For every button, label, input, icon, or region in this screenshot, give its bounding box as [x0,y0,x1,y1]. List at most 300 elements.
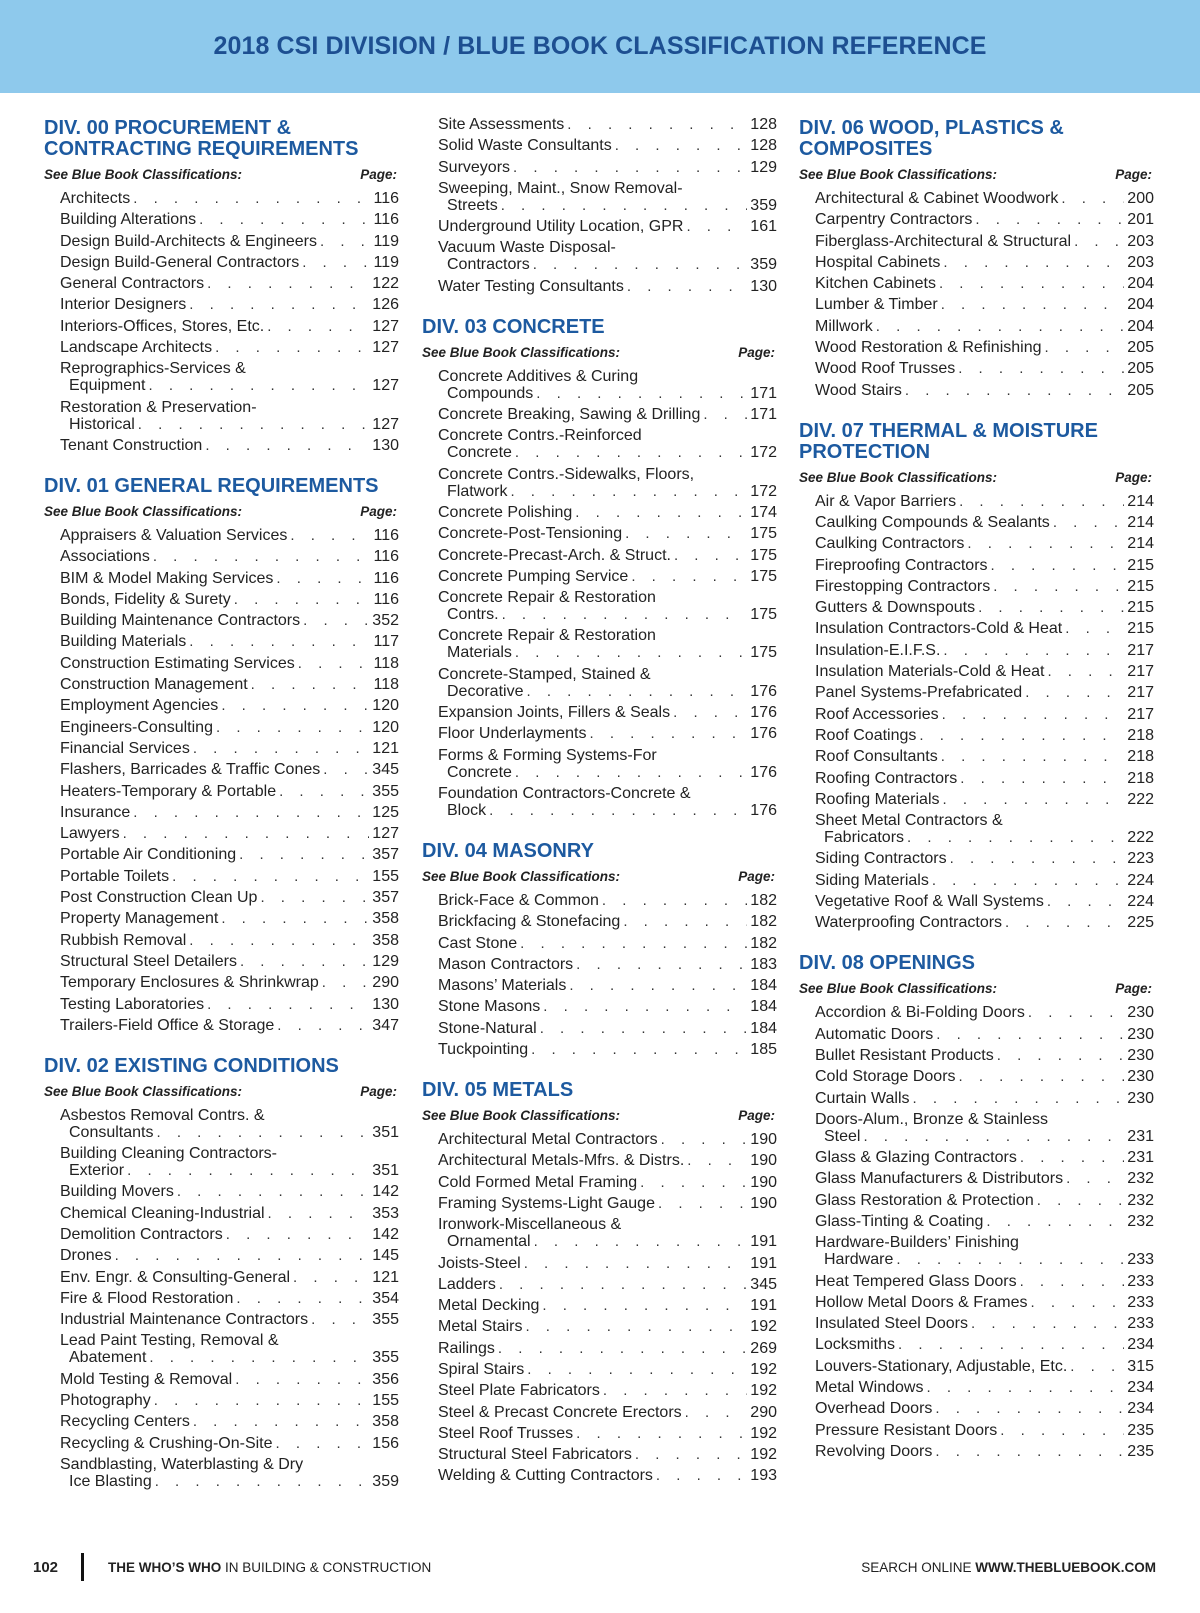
classification-entry[interactable] [815,914,1154,931]
entry-name-line: Demolition Contractors [60,1225,223,1243]
classification-entry[interactable] [815,557,1154,574]
classification-entry[interactable] [60,1226,399,1243]
classification-list [44,527,399,1034]
classification-entry[interactable] [60,527,399,544]
classification-entry[interactable] [60,275,399,292]
entry-page-number: 184 [750,998,777,1016]
classification-entry[interactable] [815,620,1154,637]
leader-dots [674,547,747,564]
classification-entry[interactable] [815,872,1154,889]
entry-name-line: Fire & Flood Restoration [60,1289,234,1307]
classification-entry[interactable] [60,910,399,927]
classification-entry[interactable] [438,998,777,1015]
classification-entry[interactable] [438,1425,777,1442]
classification-entry[interactable] [815,1234,1154,1268]
classification-entry[interactable] [60,318,399,335]
entry-leader-line [60,339,399,356]
entry-leader-line [815,1315,1154,1332]
classification-entry[interactable] [60,190,399,207]
entry-name-line: Portable Toilets [60,867,170,885]
classification-entry[interactable] [815,275,1154,292]
entry-name-line: Brick-Face & Common [438,891,599,909]
leader-dots [149,1349,369,1366]
classification-entry[interactable] [60,846,399,863]
division-title [422,1080,777,1101]
classification-entry[interactable] [60,1435,399,1452]
classifications-label: See Blue Book Classifications: [422,868,621,884]
entry-page-number: 122 [372,275,399,293]
leader-dots [919,727,1124,744]
entry-leader-line [815,1026,1154,1043]
entry-leader-line [60,1162,399,1179]
leader-dots [221,910,369,927]
classification-entry[interactable] [815,642,1154,659]
entry-page-number: 222 [1127,790,1154,808]
classification-entry[interactable] [815,1213,1154,1230]
entry-name-line: Metal Windows [815,1379,924,1397]
leader-dots [1074,233,1124,250]
classification-entry[interactable] [60,1205,399,1222]
classification-entry[interactable] [60,570,399,587]
classification-entry[interactable] [815,382,1154,399]
entry-page-number: 176 [750,682,777,700]
classification-entry[interactable] [438,977,777,994]
classification-entry[interactable] [815,1422,1154,1439]
entry-name-line: Construction Management [60,676,248,694]
classification-entry[interactable] [60,719,399,736]
entry-page-number: 116 [373,211,399,229]
classification-entry[interactable] [815,684,1154,701]
entry-leader-line [60,254,399,271]
classification-entry[interactable] [60,612,399,629]
leader-dots [298,655,371,672]
entry-page-number: 201 [1127,211,1154,229]
page-label: Page: [1115,167,1152,182]
leader-dots [687,1152,747,1169]
entry-leader-line [438,977,777,994]
website-link[interactable]: WWW.THEBLUEBOOK.COM [975,1560,1156,1575]
entry-page-number: 191 [750,1233,777,1251]
entry-page-number: 161 [750,218,777,236]
classification-entry[interactable] [815,1273,1154,1290]
classification-entry[interactable] [815,1068,1154,1085]
classification-entry[interactable] [438,1255,777,1272]
leader-dots [155,1473,370,1490]
classification-entry[interactable] [815,1358,1154,1375]
leader-dots [133,804,369,821]
leader-dots [1047,663,1124,680]
leader-dots [907,829,1124,846]
classification-entry[interactable] [438,589,777,623]
entry-leader-line [438,483,777,500]
classification-entry[interactable] [438,1467,777,1484]
entry-name-line: Reprographics-Services & [60,360,246,378]
column-2 [422,116,777,1506]
leader-dots [221,697,369,714]
entry-page-number: 130 [750,277,777,295]
leader-dots [1061,190,1124,207]
leader-dots [515,444,747,461]
classification-entry[interactable] [60,825,399,842]
leader-dots [276,570,370,587]
entry-leader-line [815,850,1154,867]
classification-entry[interactable] [815,1379,1154,1396]
classification-entry[interactable] [815,791,1154,808]
entry-name-line: Flashers, Barricades & Traffic Cones [60,761,321,779]
classification-entry[interactable] [438,666,777,700]
entry-name-line: Fiberglass-Architectural & Structural [815,232,1072,250]
entry-page-number: 205 [1127,360,1154,378]
classification-entry[interactable] [438,956,777,973]
classification-entry[interactable] [60,633,399,650]
classification-entry[interactable] [815,1026,1154,1043]
entry-name-line: Overhead Doors [815,1400,933,1418]
classification-entry[interactable] [815,727,1154,744]
classification-entry[interactable] [815,770,1154,787]
leader-dots [625,525,747,542]
division-section [44,118,399,454]
classification-entry[interactable] [438,1174,777,1191]
classification-entry[interactable] [60,1311,399,1328]
entry-page-number: 175 [750,546,777,564]
entry-name-line: Louvers-Stationary, Adjustable, Etc. [815,1357,1068,1375]
classification-entry[interactable] [815,254,1154,271]
classification-entry[interactable] [438,180,777,214]
entry-leader-line [60,190,399,207]
page-footer [0,1553,1200,1583]
entry-page-number: 176 [750,704,777,722]
classification-entry[interactable] [815,663,1154,680]
classification-entry[interactable] [438,466,777,500]
entry-leader-line [815,1170,1154,1187]
classification-entry[interactable] [438,1361,777,1378]
classification-entry[interactable] [60,783,399,800]
classification-entry[interactable] [438,1276,777,1293]
entry-leader-line [438,116,777,133]
entry-page-number: 175 [750,606,777,624]
classification-entry[interactable] [438,427,777,461]
entry-page-number: 358 [372,931,399,949]
classification-entry[interactable] [60,296,399,313]
division-title [422,841,777,862]
classification-entry[interactable] [815,190,1154,207]
leader-dots [199,211,370,228]
entry-page-number: 129 [372,952,399,970]
classification-entry[interactable] [60,804,399,821]
classification-entry[interactable] [815,1336,1154,1353]
entry-name-line: Caulking Compounds & Sealants [815,513,1050,531]
entry-leader-line [438,725,777,742]
entry-leader-line [438,137,777,154]
leader-dots [932,872,1124,889]
entry-name-line: Steel Plate Fabricators [438,1382,600,1400]
entry-name-line: Hardware-Builders’ Finishing [815,1234,1019,1252]
classification-entry[interactable] [60,1392,399,1409]
classification-entry[interactable] [815,1294,1154,1311]
entry-name-line: Expansion Joints, Fillers & Seals [438,704,671,722]
entry-page-number: 175 [750,567,777,585]
classification-entry[interactable] [815,233,1154,250]
entry-leader-line [438,568,777,585]
classification-entry[interactable] [438,935,777,952]
classification-entry[interactable] [60,437,399,454]
leader-dots [686,218,747,235]
classification-entry[interactable] [60,233,399,250]
classifications-label: See Blue Book Classifications: [44,1083,243,1099]
classification-entry[interactable] [60,1183,399,1200]
classification-entry[interactable] [60,655,399,672]
entry-page-number: 200 [1127,190,1154,207]
classification-entry[interactable] [438,1152,777,1169]
classification-entry[interactable] [60,1332,399,1366]
entry-page-number: 230 [1127,1025,1154,1043]
entry-page-number: 218 [1127,769,1154,787]
classification-entry[interactable] [815,360,1154,377]
entry-page-number: 351 [372,1123,399,1141]
classification-entry[interactable] [60,548,399,565]
leader-dots [1066,1170,1124,1187]
entry-page-number: 130 [372,436,399,454]
classification-entry[interactable] [60,1247,399,1264]
entry-name-line: Glass Restoration & Protection [815,1191,1034,1209]
classification-entry[interactable] [60,740,399,757]
entry-leader-line [438,1276,777,1293]
entry-name-line: Building Alterations [60,211,197,229]
classification-entry[interactable] [815,535,1154,552]
classification-entry[interactable] [60,953,399,970]
classification-entry[interactable] [60,676,399,693]
classification-entry[interactable] [60,360,399,394]
classification-entry[interactable] [815,599,1154,616]
classification-entry[interactable] [815,1400,1154,1417]
entry-name-line: Joists-Steel [438,1254,521,1272]
classification-entry[interactable] [815,1149,1154,1166]
division-title-line: CONTRACTING REQUIREMENTS [44,138,359,160]
page-label: Page: [1115,469,1152,485]
leader-dots [268,1205,370,1222]
classification-entry[interactable] [438,1404,777,1421]
classification-entry[interactable] [815,211,1154,228]
classification-entry[interactable] [60,1017,399,1034]
entry-leader-line [438,1340,777,1357]
entry-leader-line [438,1152,777,1169]
leader-dots [240,953,369,970]
classification-entry[interactable] [438,1340,777,1357]
classification-entry[interactable] [815,1192,1154,1209]
entry-leader-line [438,764,777,781]
entry-leader-line [815,748,1154,765]
entry-leader-line [438,406,777,423]
classification-entry[interactable] [438,1446,777,1463]
classification-list [44,1107,399,1490]
classifications-label: See Blue Book Classifications: [44,167,243,182]
leader-dots [971,1315,1124,1332]
entry-leader-line [815,1251,1154,1268]
entry-name-line: Concrete Pumping Service [438,567,629,585]
division-title-line: DIV. 05 METALS [422,1079,574,1102]
leader-dots [177,1183,369,1200]
classification-entry[interactable] [815,339,1154,356]
entry-leader-line [60,233,399,250]
classification-entry[interactable] [815,578,1154,595]
classification-entry[interactable] [438,913,777,930]
entry-name-line: Ironwork-Miscellaneous & [438,1216,622,1234]
classification-entry[interactable] [438,568,777,585]
entry-page-number: 127 [372,415,399,433]
leader-dots [502,606,748,623]
classification-entry[interactable] [815,748,1154,765]
entry-name-line: Stone-Natural [438,1019,537,1037]
classification-entry[interactable] [815,318,1154,335]
classification-entry[interactable] [815,1090,1154,1107]
leader-dots [189,633,370,650]
classification-entry[interactable] [815,812,1154,846]
classification-entry[interactable] [815,514,1154,531]
classification-entry[interactable] [60,1107,399,1141]
classification-entry[interactable] [815,893,1154,910]
entry-page-number: 204 [1127,275,1154,293]
classification-entry[interactable] [60,868,399,885]
entry-leader-line [60,740,399,757]
entry-leader-line [438,606,777,623]
entry-leader-line [438,956,777,973]
classification-entry[interactable] [60,1145,399,1179]
entry-page-number: 192 [750,1446,777,1464]
classification-entry[interactable] [60,889,399,906]
classification-entry[interactable] [438,785,777,819]
leader-dots [1065,620,1124,637]
entry-name-line: Insulated Steel Doors [815,1315,968,1333]
entry-leader-line [438,444,777,461]
classification-entry[interactable] [815,1443,1154,1460]
entry-name-line: Compounds [447,384,534,402]
classification-entry[interactable] [815,850,1154,867]
classification-entry[interactable] [60,697,399,714]
classification-entry[interactable] [438,547,777,564]
entry-name-line: Exterior [69,1162,125,1180]
classification-entry[interactable] [438,525,777,542]
classification-entry[interactable] [60,1456,399,1490]
leader-dots [303,612,369,629]
classification-entry[interactable] [60,399,399,433]
classification-entry[interactable] [438,704,777,721]
classification-entry[interactable] [60,761,399,778]
entry-leader-line [438,913,777,930]
entry-leader-line [815,1068,1154,1085]
entry-name-line: Mold Testing & Removal [60,1370,233,1388]
header-banner [0,0,1200,93]
classification-entry[interactable] [815,1047,1154,1064]
classification-entry[interactable] [438,278,777,295]
entry-leader-line [60,804,399,821]
classification-entry[interactable] [438,1318,777,1335]
entry-name-line: Siding Contractors [815,850,947,868]
classification-entry[interactable] [438,892,777,909]
entry-name-line: Materials [447,644,512,662]
classification-entry[interactable] [815,493,1154,510]
classification-entry[interactable] [438,1382,777,1399]
classification-entry[interactable] [60,211,399,228]
classification-entry[interactable] [60,996,399,1013]
leader-dots [975,211,1124,228]
entry-name-line: Concrete Repair & Restoration [438,589,656,607]
division-title [799,421,1154,463]
entry-name-line: Pressure Resistant Doors [815,1421,998,1439]
classification-entry[interactable] [60,254,399,271]
entry-page-number: 215 [1127,577,1154,595]
classification-entry[interactable] [438,159,777,176]
classification-entry[interactable] [60,1269,399,1286]
leader-dots [978,599,1124,616]
leader-dots [277,1017,369,1034]
entry-name-line: Concrete Breaking, Sawing & Drilling [438,406,701,424]
classification-entry[interactable] [438,116,777,133]
classification-entry[interactable] [438,504,777,521]
classification-entry[interactable] [438,239,777,273]
classification-entry[interactable] [438,725,777,742]
entry-leader-line [815,1400,1154,1417]
leader-dots [603,1382,747,1399]
entry-name-line: Roof Consultants [815,748,938,766]
classification-entry[interactable] [438,137,777,154]
leader-dots [569,977,747,994]
classification-entry[interactable] [438,368,777,402]
classification-entry[interactable] [815,1111,1154,1145]
leader-dots [320,233,370,250]
classification-header [799,469,1154,487]
classification-entry[interactable] [438,627,777,661]
entry-name-line: Railings [438,1339,495,1357]
classification-entry[interactable] [60,591,399,608]
classification-entry[interactable] [438,1195,777,1212]
classification-entry[interactable] [438,218,777,235]
classification-entry[interactable] [815,296,1154,313]
leader-dots [635,1446,747,1463]
entry-page-number: 174 [750,503,777,521]
classification-entry[interactable] [815,1315,1154,1332]
classification-entry[interactable] [438,1297,777,1314]
classification-entry[interactable] [60,1371,399,1388]
entry-page-number: 142 [372,1225,399,1243]
classification-list [799,493,1154,932]
classification-entry[interactable] [60,1290,399,1307]
classification-entry[interactable] [60,932,399,949]
entry-name-line: Masons’ Materials [438,977,567,995]
classification-entry[interactable] [438,406,777,423]
classification-entry[interactable] [438,747,777,781]
division-section [799,421,1154,932]
classification-entry[interactable] [438,1131,777,1148]
classification-entry[interactable] [60,339,399,356]
classification-entry[interactable] [60,1413,399,1430]
entry-page-number: 121 [372,739,399,757]
classification-entry[interactable] [60,974,399,991]
entry-leader-line [438,504,777,521]
entry-page-number: 185 [750,1041,777,1059]
entry-page-number: 184 [750,1019,777,1037]
classification-entry[interactable] [438,1216,777,1250]
classification-entry[interactable] [438,1041,777,1058]
leader-dots [123,825,370,842]
classification-entry[interactable] [815,1170,1154,1187]
entry-name-line: Cold Storage Doors [815,1068,956,1086]
classification-header [799,980,1154,998]
classification-entry[interactable] [815,706,1154,723]
classification-entry[interactable] [815,1004,1154,1021]
entry-leader-line [815,663,1154,680]
classification-entry[interactable] [438,1020,777,1037]
entry-name-line: Heaters-Temporary & Portable [60,782,277,800]
